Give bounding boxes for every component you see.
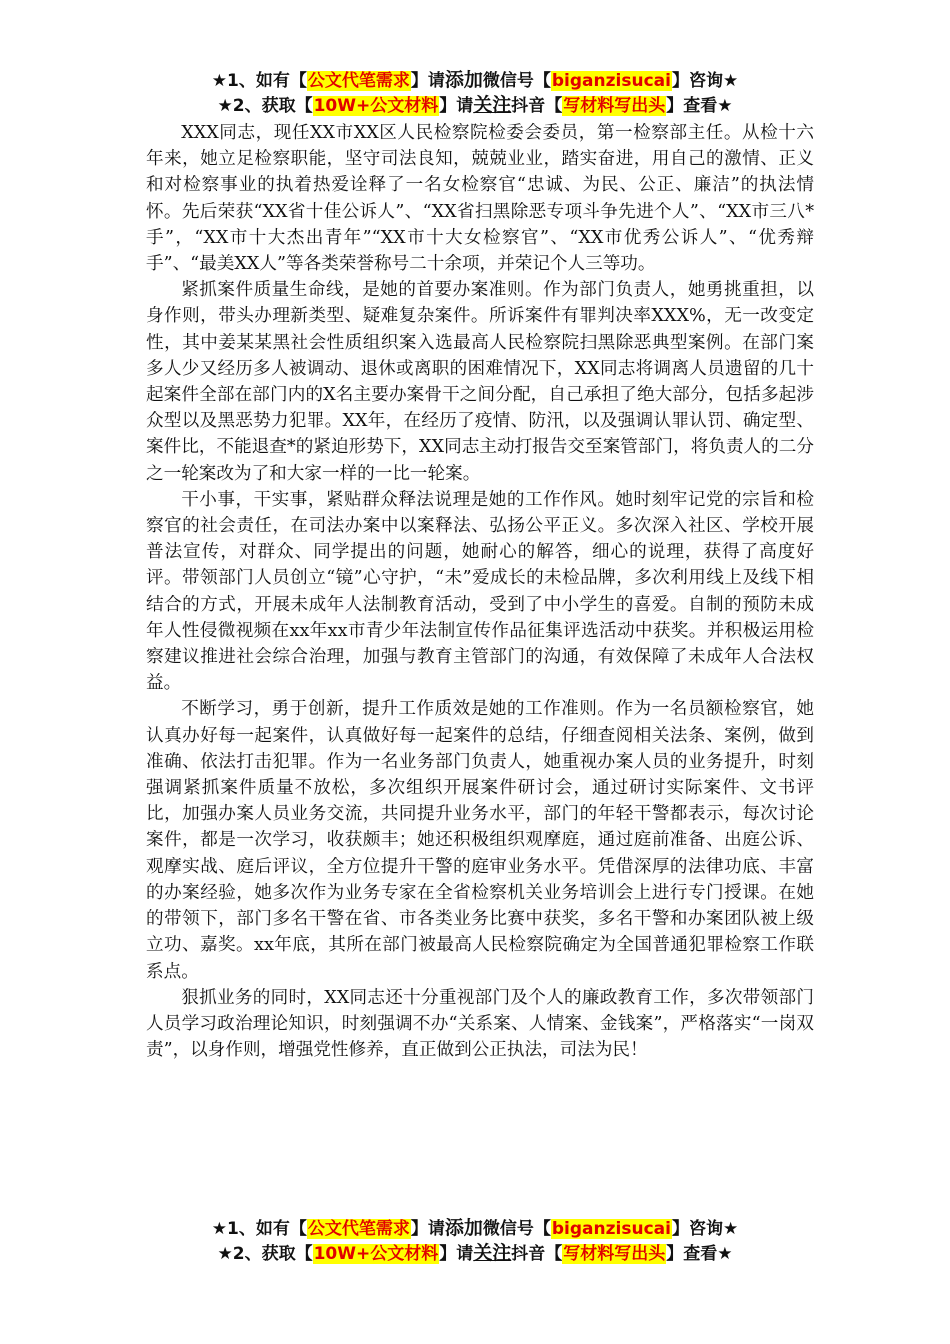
promo-line-1: ★1、如有【公文代笔需求】请添加微信号【biganzisucai】咨询★ [211, 1217, 739, 1239]
promo-line-2: ★2、获取【10W+公文材料】请关注抖音【写材料写出头】查看★ [217, 94, 733, 116]
highlight-materials: 10W+公文材料 [313, 1244, 439, 1264]
highlight-service: 公文代笔需求 [307, 71, 410, 91]
highlight-service: 公文代笔需求 [307, 1219, 410, 1239]
highlight-materials: 10W+公文材料 [313, 96, 439, 116]
promo-footer [0, 1216, 950, 1266]
highlight-wechat-id: biganzisucai [551, 1219, 671, 1239]
document-body [146, 120, 814, 1063]
paragraph-2: 紧抓案件质量生命线，是她的首要办案准则。作为部门负责人，她勇挑重担，以身作则，带头办理新类型、疑难复杂案件。所诉案件有罪判决率XXX%，无一改变定性，其中姜某某黑社会性质组织案入选最高人民检察院扫黑除恶典型案例。在部门案多人少又经历多人被调动、退休或离职的困难情况下，XX同志将调离人员遗留的几十起案件全部在部门内的X名主要办案骨干之间分配，自己承担了绝大部分，包括多起涉众型以及黑恶势力犯罪。XX年，在经历了疫情、防汛，以及强调认罪认罚、确定型、案件比，不能退查*的紧迫形势下，XX同志主动打报告交至案管部门，将负责人的二分之一轮案改为了和大家一样的一比一轮案。 [146, 280, 814, 484]
promo-line-1: ★1、如有【公文代笔需求】请添加微信号【biganzisucai】咨询★ [211, 69, 739, 91]
highlight-douyin: 写材料写出头 [563, 1244, 666, 1264]
paragraph-1: XXX同志，现任XX市XX区人民检察院检委会委员，第一检察部主任。从检十六年来，她立足检察职能，坚守司法良知，兢兢业业，踏实奋进，用自己的激情、正义和对检察事业的执着热爱诠释了一名女检察官“忠诚、为民、公正、廉洁”的执法情怀。先后荣获“XX省十佳公诉人”、“XX省扫黑除恶专项斗争先进个人”、“XX市三八*手”，“XX市十大杰出青年”“XX市十大女检察官”、“XX市优秀公诉人”、“优秀辩手”、“最美XX人”等各类荣誉称号二十余项，并荣记个人三等功。 [146, 123, 814, 275]
paragraph-5: 狠抓业务的同时，XX同志还十分重视部门及个人的廉政教育工作，多次带领部门人员学习政治理论知识，时刻强调不办“关系案、人情案、金钱案”，严格落实“一岗双责”，以身作则，增强党性修养，直正做到公正执法，司法为民！ [146, 987, 814, 1061]
highlight-douyin: 写材料写出头 [563, 96, 666, 116]
paragraph-4: 不断学习，勇于创新，提升工作质效是她的工作准则。作为一名员额检察官，她认真办好每一起案件，认真做好每一起案件的总结，仔细查阅相关法条、案例，做到准确、依法打击犯罪。作为一名业务部门负责人，她重视办案人员的业务提升，时刻强调紧抓案件质量不放松，多次组织开展案件研讨会，通过研讨实际案件、文书评比，加强办案人员业务交流，共同提升业务水平，部门的年轻干警都表示，每次讨论案件，都是一次学习，收获颇丰；她还积极组织观摩庭，通过庭前准备、出庭公诉、观摩实战、庭后评议，全方位提升干警的庭审业务水平。凭借深厚的法律功底、丰富的办案经验，她多次作为业务专家在全省检察机关业务培训会上进行专门授课。在她的带领下，部门多名干警在省、市各类业务比赛中获奖，多名干警和办案团队被上级立功、嘉奖。xx年底，其所在部门被最高人民检察院确定为全国普通犯罪检察工作联系点。 [146, 699, 814, 982]
paragraph-3: 干小事，干实事，紧贴群众释法说理是她的工作作风。她时刻牢记党的宗旨和检察官的社会责任，在司法办案中以案释法、弘扬公平正义。多次深入社区、学校开展普法宣传，对群众、同学提出的问题，她耐心的解答，细心的说理，获得了高度好评。带领部门人员创立“镜”心守护，“未”爱成长的未检品牌，多次利用线上及线下相结合的方式，开展未成年人法制教育活动，受到了中小学生的喜爱。自制的预防未成年人性侵微视频在xx年xx市青少年法制宣传作品征集评选活动中获奖。并积极运用检察建议推进社会综合治理，加强与教育主管部门的沟通，有效保障了未成年人合法权益。 [146, 489, 814, 694]
promo-header [0, 68, 950, 118]
highlight-wechat-id: biganzisucai [551, 71, 671, 91]
promo-line-2: ★2、获取【10W+公文材料】请关注抖音【写材料写出头】查看★ [217, 1242, 733, 1264]
